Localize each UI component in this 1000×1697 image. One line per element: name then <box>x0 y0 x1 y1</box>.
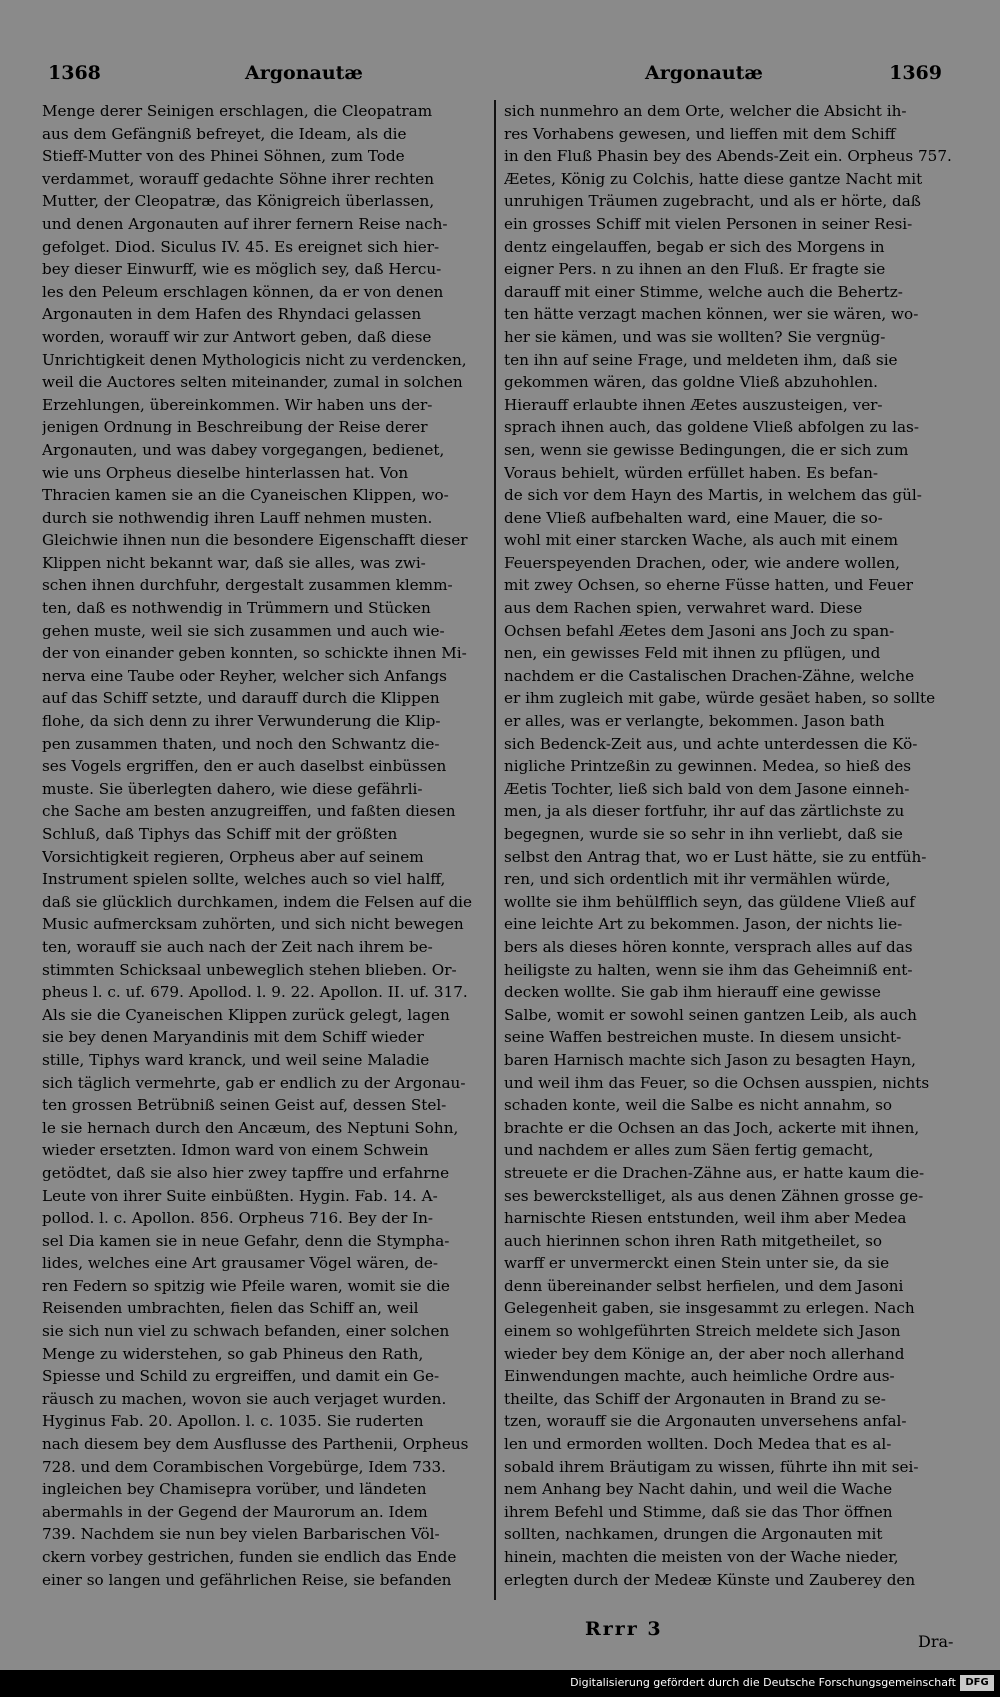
text-line: ingleichen bey Chamisepra vorüber, und ländeten <box>42 1480 427 1499</box>
text-line: wie uns Orpheus dieselbe hinterlassen hat. Von <box>42 463 409 482</box>
text-line: Menge derer Seinigen erschlagen, die Cleopatram <box>42 102 433 120</box>
text-line: selbst den Antrag that, wo er Lust hätte, sie zu entfüh- <box>504 847 927 866</box>
text-line: unruhigen Träumen zugebracht, und als er hörte, daß <box>504 192 921 211</box>
text-line: sobald ihrem Bräutigam zu wissen, führte ihn mit sei- <box>504 1457 919 1476</box>
text-line: aus dem Rachen spien, verwahret ward. Diese <box>504 599 863 618</box>
text-line: eine leichte Art zu bekommen. Jason, der nichts lie- <box>504 915 903 934</box>
text-line: lides, welches eine Art grausamer Vögel wären, de- <box>42 1254 439 1273</box>
text-line: durch sie nothwendig ihren Lauff nehmen musten. <box>42 508 433 527</box>
text-line: Einwendungen machte, auch heimliche Ordre aus- <box>504 1367 895 1386</box>
text-line: ten, worauff sie auch nach der Zeit nach ihrem be- <box>42 937 433 956</box>
text-line: Erzehlungen, übereinkommen. Wir haben uns der- <box>42 395 433 414</box>
text-line: mit zwey Ochsen, so eherne Füsse hatten, und Feuer <box>504 576 913 595</box>
text-line: le sie hernach durch den Ancæum, des Neptuni Sohn, <box>42 1118 459 1137</box>
text-line: wollte sie ihm behülfflich seyn, das güldene Vließ auf <box>504 892 915 911</box>
text-line: Thracien kamen sie an die Cyaneischen Klippen, wo- <box>42 486 449 505</box>
text-line: theilte, das Schiff der Argonauten in Brand zu se- <box>504 1389 886 1408</box>
text-line: streuete er die Drachen-Zähne aus, er hatte kaum die- <box>504 1163 925 1182</box>
text-line: Gleichwie ihnen nun die besondere Eigenschafft dieser <box>42 531 468 550</box>
text-line: Salbe, womit er sowohl seinen gantzen Leib, als auch <box>504 1005 917 1024</box>
text-line: Unrichtigkeit denen Mythologicis nicht zu verdencken, <box>42 350 467 369</box>
text-line: de sich vor dem Hayn des Martis, in welchem das gül- <box>504 486 922 505</box>
text-line: Ochsen befahl Æetes dem Jasoni ans Joch zu span- <box>504 621 895 640</box>
text-line: er alles, was er verlangte, bekommen. Jason bath <box>504 712 885 731</box>
text-line: und weil ihm das Feuer, so die Ochsen ausspien, nichts <box>504 1073 930 1092</box>
text-line: in den Fluß Phasin bey des Abends-Zeit ein. Orpheus 757. <box>504 147 952 166</box>
text-line: aus dem Gefängniß befreyet, die Ideam, als die <box>42 124 407 143</box>
text-line: Mutter, der Cleopatræ, das Königreich überlassen, <box>42 192 435 211</box>
text-line: wieder bey dem Könige an, der aber noch allerhand <box>504 1344 905 1363</box>
text-line: ein grosses Schiff mit vielen Personen in seiner Resi- <box>504 214 913 233</box>
text-line: ckern vorbey gestrichen, funden sie endlich das Ende <box>42 1548 457 1566</box>
text-line: heiligste zu halten, wenn sie ihm das Geheimniß ent- <box>504 960 913 979</box>
text-line: ten grossen Betrübniß seinen Geist auf, dessen Stel- <box>42 1096 447 1115</box>
dfg-logo: DFG <box>960 1675 994 1691</box>
text-line: harnischte Riesen entstunden, weil ihm aber Medea <box>504 1209 907 1228</box>
text-line: stille, Tiphys ward kranck, und weil seine Maladie <box>42 1050 430 1069</box>
text-line: baren Harnisch machte sich Jason zu besagten Hayn, <box>504 1050 916 1069</box>
text-line: warff er unvermerckt einen Stein unter sie, da sie <box>504 1254 890 1273</box>
text-line: stimmten Schicksaal unbeweglich stehen blieben. Or- <box>42 960 457 979</box>
text-line: pen zusammen thaten, und noch den Schwantz die- <box>42 734 440 753</box>
text-line: und nachdem er alles zum Säen fertig gemacht, <box>504 1141 874 1160</box>
text-line: Gelegenheit gaben, sie insgesammt zu erlegen. Nach <box>504 1299 915 1318</box>
right-page-number: 1369 <box>889 62 942 84</box>
text-line: Argonauten, und was dabey vorgegangen, bedienet, <box>42 440 445 459</box>
text-line: che Sache am besten anzugreiffen, und faßten diesen <box>42 802 456 821</box>
text-line: Æetes, König zu Colchis, hatte diese gantze Nacht mit <box>504 169 923 188</box>
text-line: Schluß, daß Tiphys das Schiff mit der größten <box>42 825 398 843</box>
text-line: auf das Schiff setzte, und darauff durch die Klippen <box>42 689 440 708</box>
signature-mark: Rrrr 3 <box>585 1618 663 1640</box>
text-line: Instrument spielen sollte, welches auch so viel halff, <box>42 870 446 889</box>
digitization-footer <box>0 1670 1000 1697</box>
text-line: bey dieser Einwurff, wie es möglich sey, daß Hercu- <box>42 260 442 279</box>
text-line: Feuerspeyenden Drachen, oder, wie andere wollen, <box>504 553 900 572</box>
text-line: ren, und sich ordentlich mit ihr vermählen würde, <box>504 870 891 889</box>
text-line: sich Bedenck-Zeit aus, und achte unterdessen die Kö- <box>504 734 918 753</box>
text-line: Menge zu widerstehen, so gab Phineus den Rath, <box>42 1344 424 1363</box>
text-line: Hyginus Fab. 20. Apollon. l. c. 1035. Sie ruderten <box>42 1412 424 1431</box>
text-line: brachte er die Ochsen an das Joch, ackerte mit ihnen, <box>504 1118 920 1137</box>
footer-credit: Digitalisierung gefördert durch die Deutsche Forschungsgemeinschaft <box>570 1676 956 1689</box>
text-line: ten ihn auf seine Frage, und meldeten ihm, daß sie <box>504 350 898 369</box>
text-line: pheus l. c. uf. 679. Apollod. l. 9. 22. Apollon. II. uf. 317. <box>42 983 468 1002</box>
text-line: sen, wenn sie gewisse Bedingungen, die er sich zum <box>504 440 909 459</box>
text-line: nachdem er die Castalischen Drachen-Zähne, welche <box>504 666 915 685</box>
text-line: darauff mit einer Stimme, welche auch die Behertz- <box>504 282 903 301</box>
text-line: abermahls in der Gegend der Maurorum an. Idem <box>42 1502 428 1521</box>
text-line: worden, worauff wir zur Antwort geben, daß diese <box>42 327 432 346</box>
text-line: ten hätte verzagt machen können, wer sie wären, wo- <box>504 305 919 324</box>
text-line: er ihm zugleich mit gabe, würde gesäet haben, so sollte <box>504 689 936 708</box>
text-line: gekommen wären, das goldne Vließ abzuhohlen. <box>504 373 878 392</box>
text-line: Stieff-Mutter von des Phinei Söhnen, zum Tode <box>42 147 405 166</box>
text-line: 739. Nachdem sie nun bey vielen Barbarischen Völ- <box>42 1525 440 1544</box>
right-text-column <box>504 100 959 1591</box>
text-line: tzen, worauff sie die Argonauten unversehens anfal- <box>504 1412 907 1431</box>
text-line: nerva eine Taube oder Reyher, welcher sich Anfangs <box>42 666 447 685</box>
text-line: gehen muste, weil sie sich zusammen und auch wie- <box>42 621 445 640</box>
text-line: verdammet, worauff gedachte Söhne ihrer rechten <box>42 169 435 188</box>
text-line: sprach ihnen auch, das goldene Vließ abfolgen zu las- <box>504 418 919 437</box>
text-line: sich nunmehro an dem Orte, welcher die Absicht ih- <box>504 102 907 120</box>
text-line: daß sie glücklich durchkamen, indem die Felsen auf die <box>42 892 473 911</box>
text-line: und denen Argonauten auf ihrer fernern Reise nach- <box>42 214 448 233</box>
text-line: ten, daß es nothwendig in Trümmern und Stücken <box>42 599 431 618</box>
text-line: Æetis Tochter, ließ sich bald von dem Jasone einneh- <box>504 779 910 798</box>
text-line: räusch zu machen, wovon sie auch verjaget wurden. <box>42 1389 447 1408</box>
text-line: decken wollte. Sie gab ihm hierauff eine gewisse <box>504 983 881 1002</box>
text-line: flohe, da sich denn zu ihrer Verwunderung die Klip- <box>42 712 441 731</box>
text-line: gefolget. Diod. Siculus IV. 45. Es ereignet sich hier- <box>42 237 440 256</box>
left-text-column <box>42 100 487 1591</box>
text-line: her sie kämen, und was sie wollten? Sie vergnüg- <box>504 327 886 346</box>
left-running-title: Argonautæ <box>245 62 363 84</box>
text-line: sich täglich vermehrte, gab er endlich zu der Argonau- <box>42 1073 466 1092</box>
text-line: sollten, nachkamen, drungen die Argonauten mit <box>504 1525 883 1544</box>
text-line: Voraus behielt, würden erfüllet haben. Es befan- <box>504 463 879 482</box>
text-line: sie bey denen Maryandinis mit dem Schiff wieder <box>42 1028 424 1047</box>
text-line: auch hierinnen schon ihren Rath mitgetheilet, so <box>504 1231 883 1250</box>
running-header <box>40 58 960 90</box>
text-line: Music aufmercksam zuhörten, und sich nicht bewegen <box>42 915 464 934</box>
text-line: bers als dieses hören konnte, versprach alles auf das <box>504 937 913 956</box>
text-line: nen, ein gewisses Feld mit ihnen zu pflügen, und <box>504 644 881 663</box>
text-line: ses Vogels ergriffen, den er auch daselbst einbüssen <box>42 757 447 776</box>
text-line: erlegten durch der Medeæ Künste und Zauberey den <box>504 1570 916 1589</box>
text-line: dentz eingelauffen, begab er sich des Morgens in <box>504 237 885 256</box>
text-line: jenigen Ordnung in Beschreibung der Reise derer <box>42 418 428 437</box>
text-line: Hierauff erlaubte ihnen Æetes auszusteigen, ver- <box>504 395 883 414</box>
text-line: schen ihnen durchfuhr, dergestalt zusammen klemm- <box>42 576 453 595</box>
text-line: seine Waffen bestreichen muste. In diesem unsicht- <box>504 1028 902 1047</box>
text-line: einem so wohlgeführten Streich meldete sich Jason <box>504 1322 901 1341</box>
text-line: eigner Pers. n zu ihnen an den Fluß. Er fragte sie <box>504 260 886 279</box>
text-line: pollod. l. c. Apollon. 856. Orpheus 716. Bey der In- <box>42 1209 434 1228</box>
text-line: nach diesem bey dem Ausflusse des Parthenii, Orpheus <box>42 1435 469 1454</box>
text-line: getödtet, daß sie also hier zwey tapffre und erfahrne <box>42 1163 450 1182</box>
text-line: res Vorhabens gewesen, und lieffen mit dem Schiff <box>504 124 896 143</box>
column-divider <box>494 100 496 1600</box>
text-line: wohl mit einer starcken Wache, als auch mit einem <box>504 531 898 550</box>
text-line: hinein, machten die meisten von der Wache nieder, <box>504 1548 899 1566</box>
text-line: nigliche Printzeßin zu gewinnen. Medea, so hieß des <box>504 757 911 776</box>
text-line: men, ja als dieser fortfuhr, ihr auf das zärtlichste zu <box>504 802 905 821</box>
text-line: ses bewerckstelliget, als aus denen Zähnen grosse ge- <box>504 1186 924 1205</box>
text-line: Reisenden umbrachten, fielen das Schiff an, weil <box>42 1299 419 1318</box>
text-line: len und ermorden wollten. Doch Medea that es al- <box>504 1435 892 1454</box>
text-line: muste. Sie überlegten dahero, wie diese gefährli- <box>42 779 423 798</box>
text-line: Vorsichtigkeit regieren, Orpheus aber auf seinem <box>42 847 424 866</box>
text-line: denn übereinander selbst herfielen, und dem Jasoni <box>504 1276 904 1295</box>
text-line: wieder ersetzten. Idmon ward von einem Schwein <box>42 1141 429 1160</box>
text-line: ren Federn so spitzig wie Pfeile waren, womit sie die <box>42 1276 450 1295</box>
right-running-title: Argonautæ <box>645 62 763 84</box>
text-line: 728. und dem Corambischen Vorgebürge, Idem 733. <box>42 1457 447 1476</box>
text-line: ihrem Befehl und Stimme, daß sie das Thor öffnen <box>504 1502 893 1521</box>
text-line: nem Anhang bey Nacht dahin, und weil die Wache <box>504 1480 893 1499</box>
text-line: sie sich nun viel zu schwach befanden, einer solchen <box>42 1322 450 1341</box>
text-line: der von einander geben konnten, so schickte ihnen Mi- <box>42 644 467 663</box>
text-line: Leute von ihrer Suite einbüßten. Hygin. Fab. 14. A- <box>42 1186 438 1205</box>
text-line: Klippen nicht bekannt war, daß sie alles, was zwi- <box>42 553 426 572</box>
text-line: Argonauten in dem Hafen des Rhyndaci gelassen <box>42 305 422 324</box>
catchword: Dra- <box>918 1632 954 1651</box>
text-line: les den Peleum erschlagen können, da er von denen <box>42 282 444 301</box>
text-line: begegnen, wurde sie so sehr in ihn verliebt, daß sie <box>504 825 903 843</box>
left-page-number: 1368 <box>48 62 101 84</box>
text-line: sel Dia kamen sie in neue Gefahr, denn die Stympha- <box>42 1231 450 1250</box>
text-line: schaden konte, weil die Salbe es nicht annahm, so <box>504 1096 893 1115</box>
text-line: weil die Auctores selten miteinander, zumal in solchen <box>42 373 463 392</box>
text-line: Als sie die Cyaneischen Klippen zurück gelegt, lagen <box>42 1005 450 1024</box>
text-line: einer so langen und gefährlichen Reise, sie befanden <box>42 1570 452 1589</box>
text-line: dene Vließ aufbehalten ward, eine Mauer, die so- <box>504 508 883 527</box>
text-line: Spiesse und Schild zu ergreiffen, und damit ein Ge- <box>42 1367 440 1386</box>
